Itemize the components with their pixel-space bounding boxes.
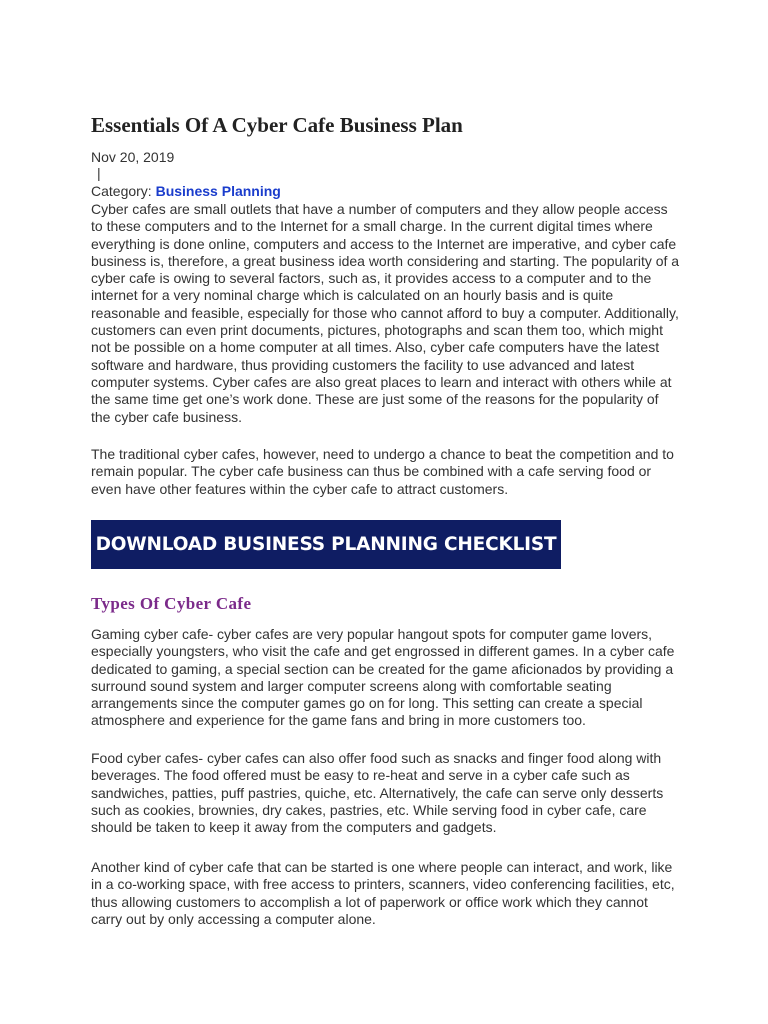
article-title: Essentials Of A Cyber Cafe Business Plan bbox=[91, 113, 463, 137]
download-checklist-banner[interactable] bbox=[91, 520, 561, 569]
category-line bbox=[91, 183, 281, 199]
post-date: Nov 20, 2019 bbox=[91, 149, 175, 165]
banner-label: DOWNLOAD BUSINESS PLANNING CHECKLIST bbox=[95, 534, 557, 555]
category-label: Category: bbox=[91, 183, 152, 199]
section-heading: Types Of Cyber Cafe bbox=[91, 594, 252, 613]
meta-separator: | bbox=[97, 165, 101, 181]
food-cafe-paragraph: Food cyber cafes- cyber cafes can also offer food such as snacks and finger food along with beverages. The food offered must be easy to re-heat and serve in a cyber cafe such as sandwiches, patties, puff pastries, quiche, etc. Alternatively, the cafe can serve only desserts such as cookies, brownies, dry cakes, pastries, etc. While serving food in cyber cafe, care should be taken to keep it away from the computers and gadgets. bbox=[91, 750, 664, 836]
category-link[interactable]: Business Planning bbox=[155, 183, 281, 199]
intro-paragraph-2: The traditional cyber cafes, however, need to undergo a chance to beat the competition and to remain popular. The cyber cafe business can thus be combined with a cafe serving food or even have other features within the cyber cafe to attract customers. bbox=[91, 446, 674, 497]
gaming-cafe-paragraph: Gaming cyber cafe- cyber cafes are very popular hangout spots for computer game lovers, especially youngsters, who visit the cafe and get engrossed in different games. In a cyber cafe dedicated to gaming, a special section can be created for the game aficionados by providing a surround sound system and larger computer screens along with comfortable seating arrangements since the computer games go on for long. This setting can create a special atmosphere and experience for the game fans and bring in more customers too. bbox=[91, 626, 675, 729]
intro-paragraph: Cyber cafes are small outlets that have a number of computers and they allow people access to these computers and to the Internet for a small charge. In the current digital times where everything is done online, computers and access to the Internet are imperative, and cyber cafe business is, therefore, a great business idea worth considering and starting. The popularity of a cyber cafe is owing to several factors, such as, it provides access to a computer and to the internet for a very nominal charge which is calculated on an hourly basis and is quite reasonable and feasible, especially for those who cannot afford to buy a computer. Additionally, customers can even print documents, pictures, photographs and scan them too, which might not be possible on a home computer at all times. Also, cyber cafe computers have the latest software and hardware, thus providing customers the facility to use advanced and latest computer systems. Cyber cafes are also great places to learn and interact with others while at the same time get one’s work done. These are just some of the reasons for the popularity of the cyber cafe business. bbox=[91, 201, 680, 425]
coworking-cafe-paragraph: Another kind of cyber cafe that can be started is one where people can interact, and work, like in a co-working space, with free access to printers, scanners, video conferencing facilities, etc, thus allowing customers to accomplish a lot of paperwork or office work which they cannot carry out by only accessing a computer alone. bbox=[91, 859, 675, 927]
